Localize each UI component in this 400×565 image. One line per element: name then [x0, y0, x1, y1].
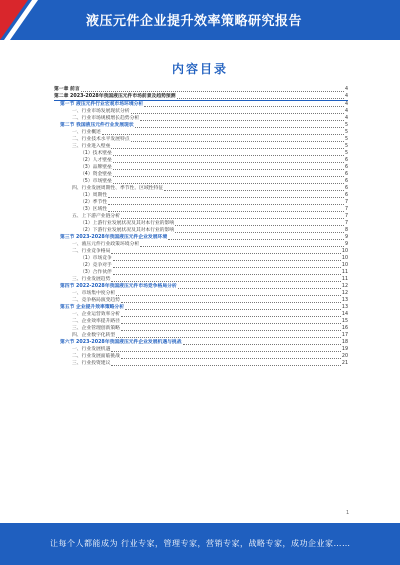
toc-entry-label: 第四节 2022-2028年我国液压元件市场竞争格局分析: [60, 284, 177, 289]
toc-entry-page: 4: [344, 116, 348, 121]
toc-leader-dots: [168, 239, 344, 240]
toc-leader-dots: [113, 183, 344, 184]
toc-entry[interactable]: [54, 311, 348, 318]
toc-entry-page: 14: [341, 312, 348, 317]
toc-entry[interactable]: [54, 269, 348, 276]
toc-entry[interactable]: [54, 297, 348, 304]
toc-entry-label: （1）市场竞争: [80, 256, 112, 261]
toc-leader-dots: [113, 155, 344, 156]
toc-entry-label: 二、行业竞争格局: [72, 249, 111, 254]
toc-entry-label: 第六节 2023-2028年我国液压元件企业发展机遇与挑战: [60, 340, 182, 345]
toc-leader-dots: [121, 323, 341, 324]
toc-entry[interactable]: [54, 290, 348, 297]
toc-entry-page: 12: [341, 291, 348, 296]
toc-entry-label: 第一章 前言: [54, 87, 80, 92]
toc-entry-page: 21: [341, 361, 348, 366]
toc-entry-label: （1）周期性: [80, 193, 108, 198]
toc-entry-label: （2）人才壁垒: [80, 158, 112, 163]
toc-entry[interactable]: [54, 318, 348, 325]
toc-leader-dots: [113, 162, 344, 163]
toc-entry[interactable]: [54, 122, 348, 129]
toc-entry-label: 五、上下游产业链分析: [72, 214, 120, 219]
toc-entry[interactable]: [54, 213, 348, 220]
toc-leader-dots: [108, 197, 344, 198]
toc-entry[interactable]: [54, 248, 348, 255]
toc-entry-label: 第二节 我国液压元件行业发展现状: [60, 123, 134, 128]
toc-entry-label: 三、企业管理创新策略: [72, 326, 120, 331]
toc-entry-label: 二、竞争格局演变趋势: [72, 298, 120, 303]
toc-entry-label: 二、行业市场规模增长趋势分析: [72, 116, 140, 121]
toc-entry-label: 二、企业效率提升路径: [72, 319, 120, 324]
toc-entry-label: （3）合作伙伴: [80, 270, 112, 275]
toc-entry-label: （3）区域性: [80, 207, 108, 212]
toc-entry[interactable]: [54, 199, 348, 206]
toc-entry[interactable]: [54, 234, 348, 241]
toc-entry-page: 6: [344, 179, 348, 184]
toc-entry-label: 四、行业发展周期性、季节性、区域性特征: [72, 186, 164, 191]
toc-entry-page: 12: [341, 284, 348, 289]
toc-entry-label: 一、行业概述: [72, 130, 101, 135]
toc-entry[interactable]: [54, 255, 348, 262]
toc-entry[interactable]: [54, 115, 348, 122]
toc-entry[interactable]: [54, 325, 348, 332]
toc-entry-label: 第一节 液压元件行业宏观市场环境分析: [60, 102, 144, 107]
toc-entry[interactable]: [54, 136, 348, 143]
toc-leader-dots: [144, 106, 344, 107]
table-of-contents: [54, 86, 348, 367]
toc-entry-page: 6: [344, 165, 348, 170]
toc-entry-label: （2）竞争对手: [80, 263, 112, 268]
toc-entry-page: 10: [341, 263, 348, 268]
toc-entry[interactable]: [54, 178, 348, 185]
toc-entry-label: 一、行业发展机遇: [72, 347, 111, 352]
toc-entry-page: 5: [344, 130, 348, 135]
toc-entry-page: 5: [344, 151, 348, 156]
toc-entry-label: 第二章 2023-2028年我国液压元件市场前景及趋势预测: [54, 94, 176, 99]
toc-entry-page: 9: [344, 242, 348, 247]
toc-entry-page: 9: [344, 235, 348, 240]
toc-entry-label: （1）上游行业发展状况及其对本行业的影响: [80, 221, 175, 226]
toc-entry-page: 18: [341, 340, 348, 345]
toc-entry-label: 第五节 企业提升效率策略分析: [60, 305, 125, 310]
toc-entry[interactable]: [54, 276, 348, 283]
toc-entry[interactable]: [54, 185, 348, 192]
toc-entry-page: 6: [344, 186, 348, 191]
toc-entry-page: 5: [344, 123, 348, 128]
toc-leader-dots: [164, 190, 344, 191]
toc-entry[interactable]: [54, 129, 348, 136]
toc-leader-dots: [113, 169, 344, 170]
toc-entry[interactable]: [54, 101, 348, 108]
toc-entry[interactable]: [54, 241, 348, 248]
toc-entry[interactable]: [54, 304, 348, 311]
toc-leader-dots: [131, 113, 344, 114]
toc-entry-label: 二、行业技术水平发展特点: [72, 137, 130, 142]
toc-leader-dots: [111, 365, 341, 366]
toc-leader-dots: [140, 246, 344, 247]
toc-entry-page: 13: [341, 298, 348, 303]
toc-entry[interactable]: [54, 262, 348, 269]
toc-entry[interactable]: [54, 108, 348, 115]
toc-entry-page: 6: [344, 158, 348, 163]
toc-entry[interactable]: [54, 164, 348, 171]
toc-entry[interactable]: [54, 332, 348, 339]
toc-entry-page: 10: [341, 256, 348, 261]
toc-leader-dots: [111, 148, 344, 149]
toc-leader-dots: [121, 358, 341, 359]
toc-entry[interactable]: [54, 150, 348, 157]
toc-entry-label: （1）技术壁垒: [80, 151, 112, 156]
toc-entry-page: 6: [344, 172, 348, 177]
toc-leader-dots: [175, 225, 344, 226]
toc-entry-page: 4: [344, 94, 348, 99]
toc-leader-dots: [140, 120, 344, 121]
toc-entry-label: （4）资金壁垒: [80, 172, 112, 177]
toc-entry[interactable]: [54, 283, 348, 290]
footer-fold-corner: [330, 509, 400, 523]
toc-entry[interactable]: [54, 346, 348, 353]
toc-leader-dots: [183, 344, 341, 345]
toc-leader-dots: [116, 295, 341, 296]
toc-leader-dots: [111, 351, 341, 352]
toc-leader-dots: [131, 141, 344, 142]
toc-entry[interactable]: [54, 143, 348, 150]
toc-heading: 内容目录: [171, 62, 228, 76]
toc-leader-dots: [121, 302, 341, 303]
toc-leader-dots: [108, 204, 344, 205]
toc-entry-page: 10: [341, 249, 348, 254]
toc-entry-label: （5）市场壁垒: [80, 179, 112, 184]
toc-entry[interactable]: [54, 339, 348, 346]
toc-leader-dots: [81, 91, 344, 92]
toc-leader-dots: [121, 218, 344, 219]
report-title: 液压元件企业提升效率策略研究报告: [86, 14, 303, 29]
footer-slogan: 让每个人都能成为 行业专家，管理专家，营销专家，战略专家，成功企业家……: [50, 539, 351, 548]
page-number: 1: [346, 510, 350, 516]
toc-entry-page: 7: [344, 221, 348, 226]
toc-entry-label: 四、企业数字化转型: [72, 333, 116, 338]
toc-entry-page: 5: [344, 137, 348, 142]
toc-entry-label: 一、行业市场发展现状分析: [72, 109, 130, 114]
toc-entry-page: 17: [341, 333, 348, 338]
toc-entry[interactable]: [54, 220, 348, 227]
header-banner: [0, 0, 400, 40]
toc-entry[interactable]: [54, 86, 348, 93]
toc-entry[interactable]: [54, 93, 348, 101]
toc-entry-page: 7: [344, 207, 348, 212]
toc-entry-label: 三、行业投资建议: [72, 361, 111, 366]
toc-leader-dots: [113, 176, 344, 177]
toc-entry-label: 二、行业发展面临挑战: [72, 354, 120, 359]
toc-entry[interactable]: [54, 227, 348, 234]
toc-entry-page: 15: [341, 319, 348, 324]
toc-leader-dots: [125, 309, 341, 310]
toc-entry-page: 4: [344, 109, 348, 114]
toc-entry-page: 6: [344, 193, 348, 198]
toc-leader-dots: [121, 316, 341, 317]
toc-leader-dots: [116, 337, 341, 338]
toc-entry-page: 20: [341, 354, 348, 359]
toc-leader-dots: [111, 253, 341, 254]
toc-entry-page: 11: [341, 270, 348, 275]
toc-entry-page: 8: [344, 228, 348, 233]
toc-leader-dots: [113, 267, 341, 268]
toc-entry[interactable]: [54, 171, 348, 178]
toc-entry-page: 11: [341, 277, 348, 282]
toc-entry-label: 第三节 2023-2028年我国液压元件企业发展环境: [60, 235, 168, 240]
toc-leader-dots: [177, 98, 344, 99]
toc-entry[interactable]: [54, 157, 348, 164]
toc-entry-label: （3）品牌壁垒: [80, 165, 112, 170]
toc-entry-label: 三、行业发展趋势: [72, 277, 111, 282]
toc-entry[interactable]: [54, 206, 348, 213]
toc-entry-page: 4: [344, 87, 348, 92]
toc-entry-page: 5: [344, 144, 348, 149]
toc-entry-label: 一、液压元件行业政策环境分析: [72, 242, 140, 247]
toc-entry-page: 16: [341, 326, 348, 331]
toc-entry[interactable]: [54, 353, 348, 360]
toc-entry-page: 7: [344, 214, 348, 219]
toc-leader-dots: [111, 281, 341, 282]
toc-entry-label: 一、市场集中度分析: [72, 291, 116, 296]
toc-leader-dots: [178, 288, 341, 289]
toc-leader-dots: [102, 134, 344, 135]
toc-leader-dots: [113, 274, 341, 275]
toc-leader-dots: [121, 330, 341, 331]
toc-leader-dots: [175, 232, 344, 233]
toc-entry-label: 三、行业进入壁垒: [72, 144, 111, 149]
toc-leader-dots: [108, 211, 344, 212]
toc-entry-label: （2）下游行业发展状况及其对本行业的影响: [80, 228, 175, 233]
toc-leader-dots: [113, 260, 341, 261]
toc-entry-label: （2）季节性: [80, 200, 108, 205]
toc-entry-page: 7: [344, 200, 348, 205]
toc-entry[interactable]: [54, 360, 348, 367]
toc-entry-label: 一、企业运营效率分析: [72, 312, 120, 317]
toc-entry-page: 19: [341, 347, 348, 352]
toc-entry-page: 4: [344, 102, 348, 107]
toc-leader-dots: [135, 127, 344, 128]
toc-entry[interactable]: [54, 192, 348, 199]
toc-entry-page: 13: [341, 305, 348, 310]
footer-banner: [0, 523, 400, 565]
